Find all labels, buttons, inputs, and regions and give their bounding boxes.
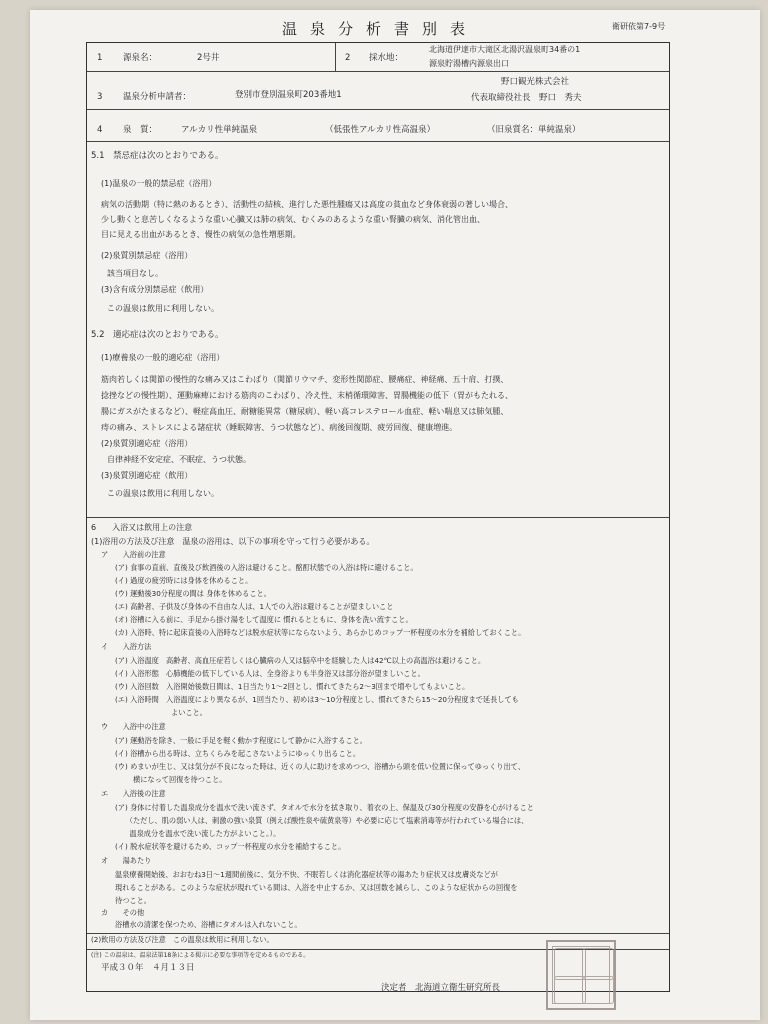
spring-quality-label: 泉 質： bbox=[123, 125, 158, 135]
precaution-item: (イ) 浴槽から出る時は、立ちくらみを起こさないようにゆっくり出ること。 bbox=[115, 749, 361, 758]
row-divider bbox=[87, 517, 669, 518]
after-bath-heading: エ 入浴後の注意 bbox=[101, 789, 166, 798]
spring-quality-sub: （低張性アルカリ性高温泉） bbox=[325, 125, 436, 135]
form-number: 衛研依第7-9号 bbox=[612, 22, 666, 31]
paragraph-line: 該当項目なし。 bbox=[107, 269, 163, 278]
official-seal bbox=[546, 940, 616, 1010]
quality-contraindications-heading: (2)泉質別禁忌症（浴用） bbox=[101, 251, 193, 260]
applicant-label: 温泉分析申請者： bbox=[123, 92, 192, 102]
ingredient-contraindications-heading: (3)含有成分別禁忌症（飲用） bbox=[101, 285, 209, 294]
paragraph-line: 病気の活動期（特に熱のあるとき）、活動性の結核、進行した悪性腫瘍又は高度の貧血など身体衰弱の著しい場合、 bbox=[101, 200, 513, 209]
paragraph-line: 捻挫などの慢性期）、運動麻痺における筋肉のこわばり、冷え性、末梢循環障害、胃腸機能の低下（胃がもたれる、 bbox=[101, 391, 513, 400]
decision-date: 平成３０年 ４月１３日 bbox=[101, 963, 195, 973]
sampling-location-label: 採水地： bbox=[369, 53, 404, 63]
sampling-location-line2: 源泉貯湯槽内源泉出口 bbox=[429, 59, 509, 68]
precaution-item: 温泉成分を温水で洗い流した方がよいこと。）。 bbox=[115, 829, 281, 838]
precaution-item: (エ) 入浴時間 入浴温度により異なるが、1回当たり、初めは3～10分程度とし、慣れてきたら15～20分程度まで延長しても bbox=[115, 695, 519, 704]
row-number: 2 bbox=[345, 53, 351, 63]
spring-quality-value: アルカリ性単純温泉 bbox=[181, 125, 258, 135]
during-bath-heading: ウ 入浴中の注意 bbox=[101, 722, 166, 731]
precaution-item: (イ) 脱水症状等を避けるため、コップ一杯程度の水分を補給すること。 bbox=[115, 842, 346, 851]
general-indications-heading: (1)療養泉の一般的適応症（浴用） bbox=[101, 353, 225, 362]
row-number: 4 bbox=[97, 125, 103, 135]
decider: 決定者 北海道立衛生研究所長 bbox=[381, 983, 501, 993]
paragraph-line: 温泉療養開始後、おおむね3日～1週間前後に、気分不快、不眠若しくは消化器症状等の湯あたり症状又は皮膚炎などが bbox=[115, 870, 498, 879]
contraindications-heading: 5.1 禁忌症は次のとおりである。 bbox=[91, 151, 224, 161]
paragraph-line: この温泉は飲用に利用しない。 bbox=[107, 489, 219, 498]
row-divider bbox=[87, 71, 669, 72]
column-divider bbox=[335, 43, 336, 71]
precautions-heading: 6 入浴又は飲用上の注意 bbox=[91, 523, 193, 532]
applicant-company: 野口観光株式会社 bbox=[501, 77, 570, 87]
row-number: 3 bbox=[97, 92, 103, 102]
spring-name-label: 源泉名： bbox=[123, 53, 158, 63]
drinking-indications-heading: (3)泉質別適応症（飲用） bbox=[101, 471, 193, 480]
paragraph-line: この温泉は飲用に利用しない。 bbox=[107, 304, 219, 313]
bathing-method-heading: イ 入浴方法 bbox=[101, 642, 152, 651]
row-divider bbox=[87, 933, 669, 934]
paragraph-line: 浴槽水の清潔を保つため、浴槽にタオルは入れないこと。 bbox=[115, 920, 302, 929]
indications-heading: 5.2 適応症は次のとおりである。 bbox=[91, 330, 224, 340]
paragraph-line: 筋肉若しくは関節の慢性的な痛み又はこわばり（関節リウマチ、変形性関節症、腰痛症、神経痛、五十肩、打撲、 bbox=[101, 375, 509, 384]
precaution-item: (エ) 高齢者、子供及び身体の不自由な人は、1人での入浴は避けることが望ましいこと bbox=[115, 602, 394, 611]
paragraph-line: 自律神経不安定症、不眠症、うつ状態。 bbox=[107, 455, 251, 464]
precaution-item-continued: 横になって回復を待つこと。 bbox=[133, 775, 227, 784]
footer-note: (注) この温泉は、温泉法第18条による掲示に必要な事項等を定めるものである。 bbox=[91, 952, 310, 959]
precaution-item: (ウ) 運動後30分程度の間は 身体を休めること。 bbox=[115, 589, 271, 598]
bathing-method-intro: (1)浴用の方法及び注意 温泉の浴用は、以下の事項を守って行う必要がある。 bbox=[91, 537, 375, 546]
yuatari-heading: オ 湯あたり bbox=[101, 856, 152, 865]
spring-name-value: 2号井 bbox=[197, 53, 220, 63]
before-bath-heading: ア 入浴前の注意 bbox=[101, 550, 166, 559]
precaution-item: (カ) 入浴時、特に起床直後の入浴時などは脱水症状等にならないよう、あらかじめコップ一杯程度の水分を補給しておくこと。 bbox=[115, 628, 526, 637]
row-number: 1 bbox=[97, 53, 103, 63]
precaution-item: (ア) 入浴温度 高齢者、高血圧症若しくは心臓病の人又は脳卒中を経験した人は42℃以上の高温浴は避けること。 bbox=[115, 656, 486, 665]
spring-quality-old: （旧泉質名：単純温泉） bbox=[487, 125, 581, 135]
precaution-item: (イ) 過度の疲労時には身体を休めること。 bbox=[115, 576, 253, 585]
precaution-item: (オ) 浴槽に入る前に、手足から掛け湯をして温度に 慣れるとともに、身体を洗い流すこと。 bbox=[115, 615, 413, 624]
precaution-item-continued: よいこと。 bbox=[171, 708, 207, 717]
drinking-method-heading: (2)飲用の方法及び注意 この温泉は飲用に利用しない。 bbox=[91, 935, 274, 944]
applicant-representative: 代表取締役社長 野口 秀夫 bbox=[471, 93, 582, 103]
other-heading: カ その他 bbox=[101, 908, 145, 917]
table-frame bbox=[86, 42, 670, 992]
row-divider bbox=[87, 141, 669, 142]
precaution-item: (イ) 入浴形態 心肺機能の低下している人は、全身浴よりも半身浴又は部分浴が望ましいこと。 bbox=[115, 669, 425, 678]
precaution-item: (ウ) めまいが生じ、又は気分が不良になった時は、近くの人に助けを求めつつ、浴槽から頭を低い位置に保ってゆっくり出て、 bbox=[115, 762, 525, 771]
precaution-item: (ア) 身体に付着した温泉成分を温水で洗い流さず、タオルで水分を拭き取り、着衣の上、保温及び30分程度の安静を心がけること bbox=[115, 803, 534, 812]
paragraph-line: 目に見える出血があるとき、慢性の病気の急性増悪期。 bbox=[101, 230, 301, 239]
paragraph-line: 少し動くと息苦しくなるような重い心臓又は肺の病気、むくみのあるような重い腎臓の病気、消化管出血、 bbox=[101, 215, 485, 224]
document-title: 温泉分析書別表 bbox=[281, 20, 478, 38]
row-divider bbox=[87, 109, 669, 110]
applicant-address: 登別市登別温泉町203番地1 bbox=[235, 90, 342, 100]
paragraph-line: 現れることがある。このような症状が現れている間は、入浴を中止するか、又は回数を減らし、このような症状からの回復を bbox=[115, 883, 518, 892]
precaution-item: (ア) 運動浴を除き、一般に手足を軽く動かす程度にして静かに入浴すること。 bbox=[115, 736, 367, 745]
paragraph-line: 痔の痛み、ストレスによる諸症状（睡眠障害、うつ状態など）、病後回復期、疲労回復、健康増進。 bbox=[101, 423, 458, 432]
quality-indications-heading: (2)泉質別適応症（浴用） bbox=[101, 439, 193, 448]
precaution-item: (ウ) 入浴回数 入浴開始後数日間は、1日当たり1～2回とし、慣れてきたら2～3回まで増やしてもよいこと。 bbox=[115, 682, 470, 691]
precaution-item: (ア) 食事の直前、直後及び飲酒後の入浴は避けること。酩酊状態での入浴は特に避けること。 bbox=[115, 563, 418, 572]
precaution-item: （ただし、肌の弱い人は、刺激の強い泉質（例えば酸性泉や硫黄泉等）や必要に応じて塩素消毒等が行われている場合には、 bbox=[115, 816, 529, 825]
general-contraindications-heading: (1)温泉の一般的禁忌症（浴用） bbox=[101, 179, 217, 188]
paragraph-line: 腸にガスがたまるなど）、軽症高血圧、耐糖能異常（糖尿病）、軽い高コレステロール血症、軽い喘息又は肺気腫、 bbox=[101, 407, 509, 416]
sampling-location-line1: 北海道伊達市大滝区北湯沢温泉町34番の1 bbox=[429, 45, 581, 54]
paragraph-line: 待つこと。 bbox=[115, 896, 151, 905]
seal-glyph bbox=[582, 976, 614, 1004]
